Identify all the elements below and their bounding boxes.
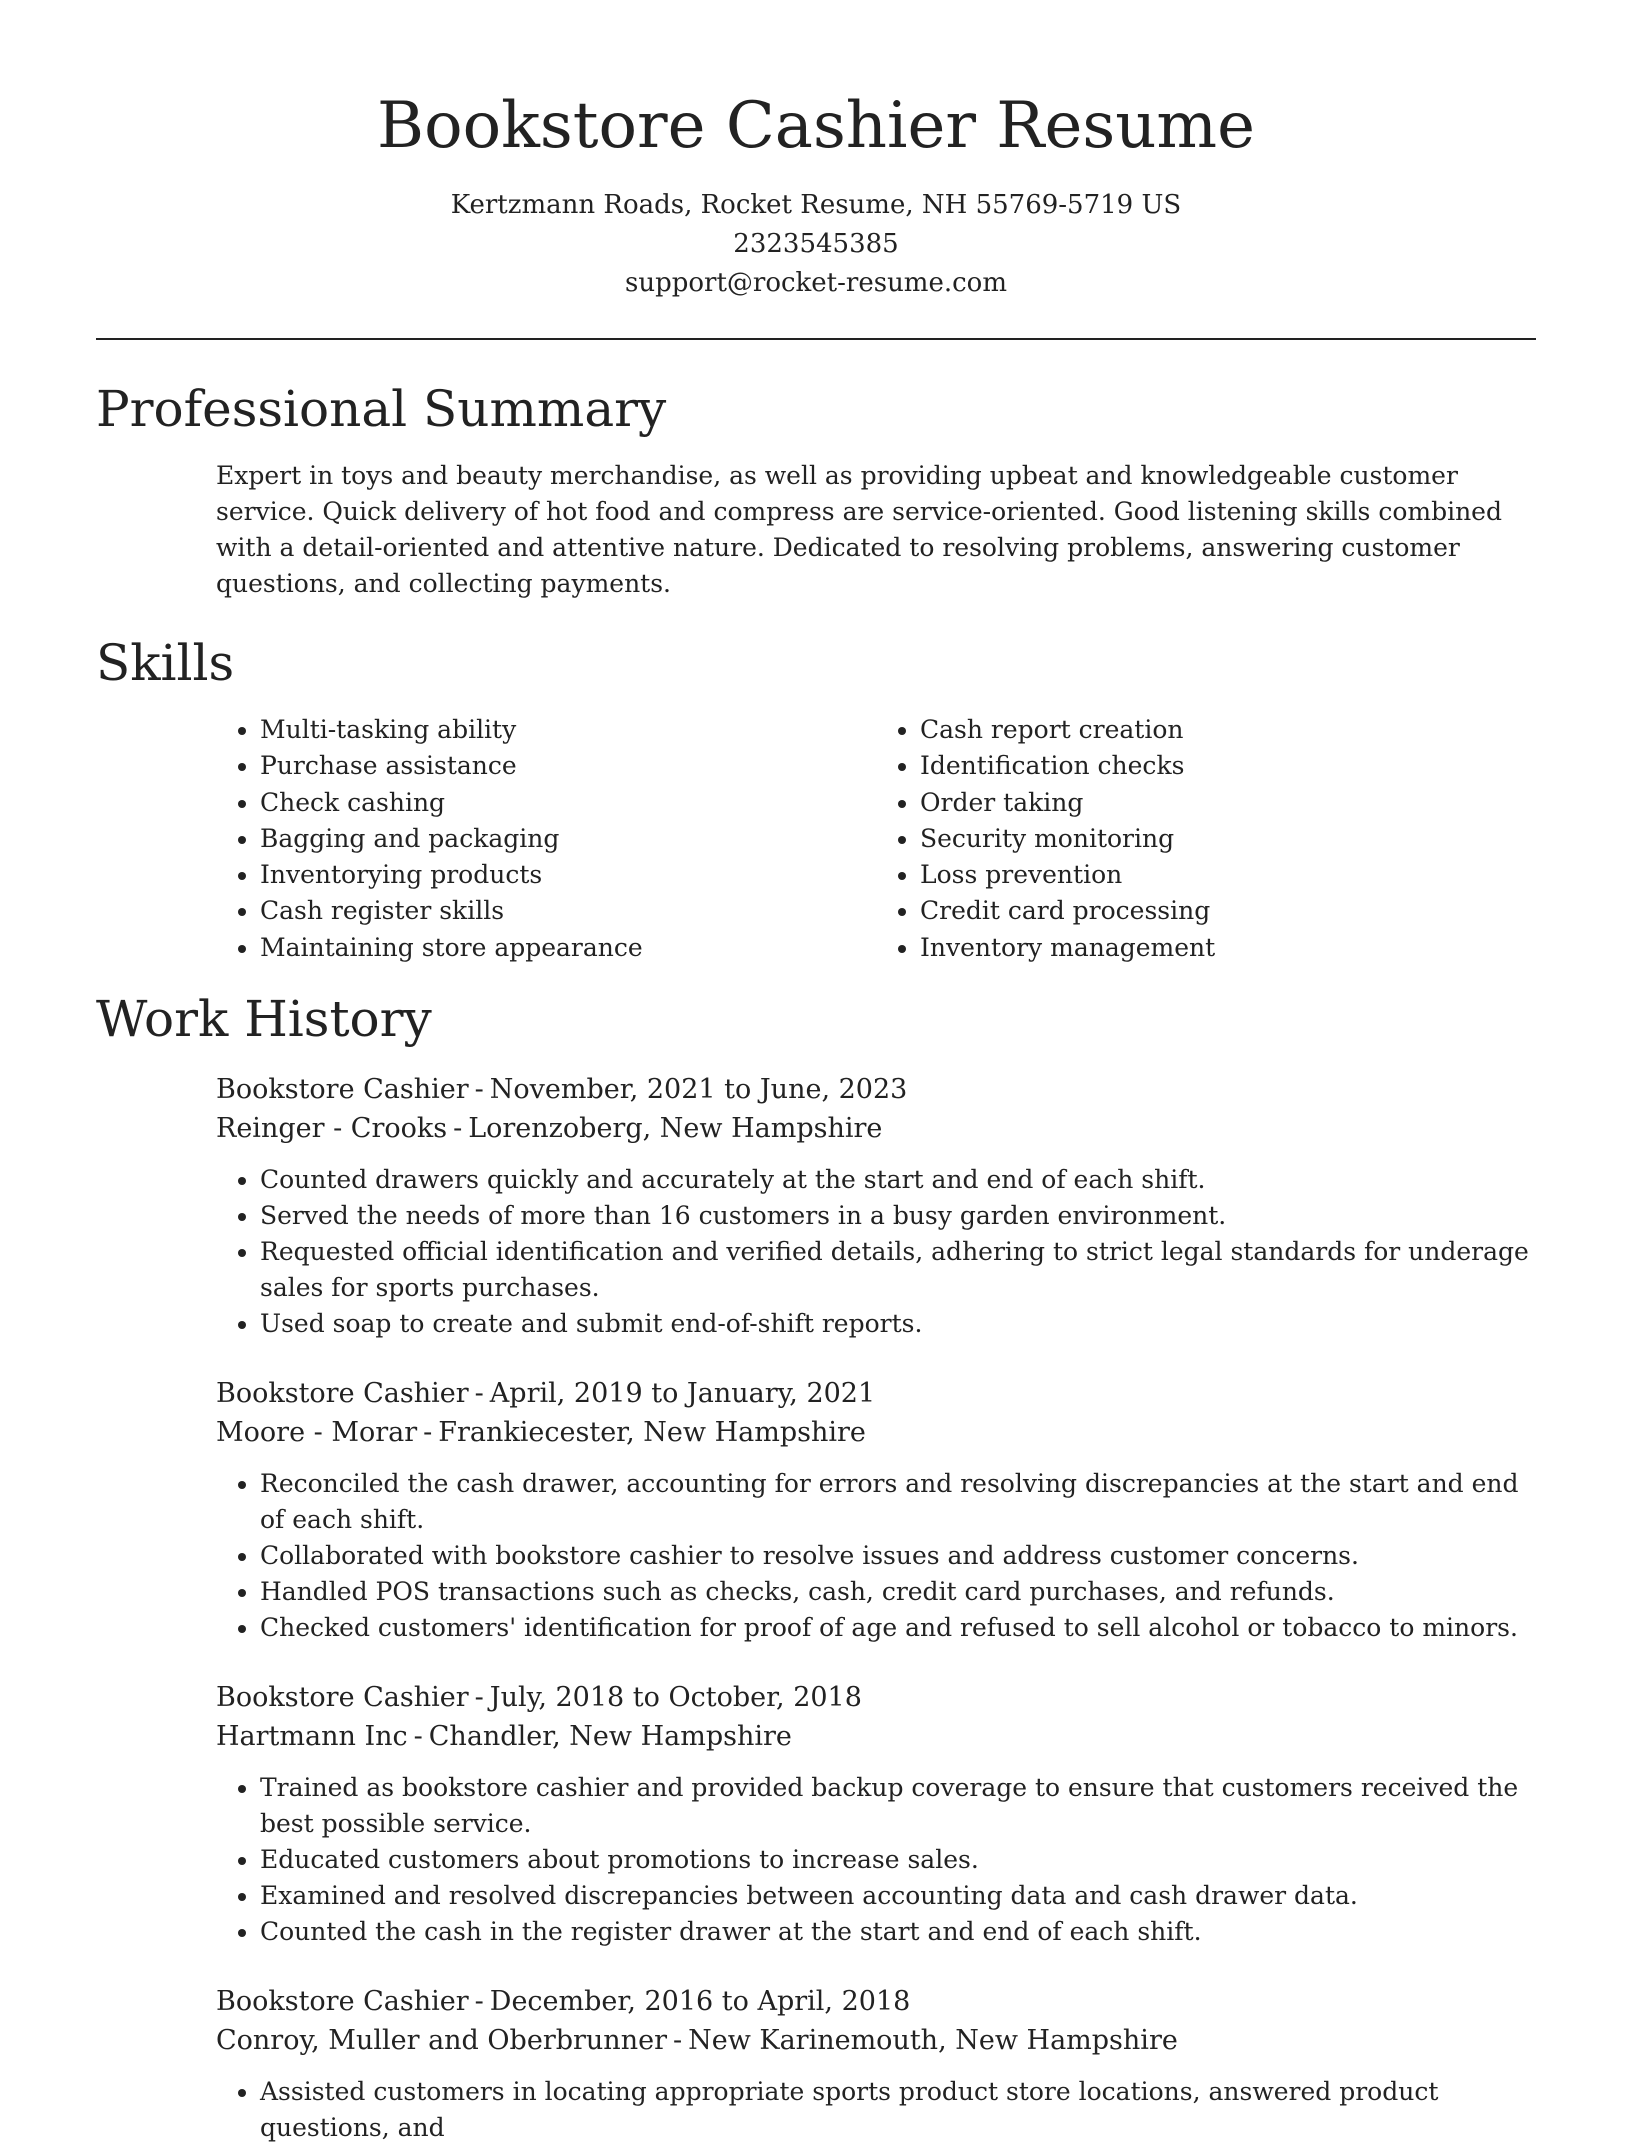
resume-page bbox=[96, 0, 1536, 2143]
job-location: Lorenzoberg, New Hampshire bbox=[468, 1113, 883, 1145]
skill-item: • Identification checks bbox=[920, 748, 1536, 784]
header-divider bbox=[96, 338, 1536, 340]
job-company-line bbox=[216, 1109, 1536, 1148]
skill-item: • Order taking bbox=[920, 785, 1536, 821]
skill-item: • Cash report creation bbox=[920, 712, 1536, 748]
job-title-line bbox=[216, 1070, 1536, 1109]
job-bullets bbox=[216, 1770, 1536, 1950]
separator: - bbox=[413, 1721, 423, 1753]
job-location: Chandler, New Hampshire bbox=[428, 1721, 792, 1753]
job-title-line bbox=[216, 1982, 1536, 2021]
skill-item: • Inventorying products bbox=[260, 857, 876, 893]
job-entry bbox=[216, 1374, 1536, 1646]
job-bullet: • Reconciled the cash drawer, accounting for errors and resolving discrepancies at the start and end of each shift. bbox=[260, 1466, 1536, 1538]
job-bullet: • Educated customers about promotions to increase sales. bbox=[260, 1842, 1536, 1878]
job-company-line bbox=[216, 1413, 1536, 1452]
resume-name: Bookstore Cashier Resume bbox=[377, 89, 1255, 163]
separator: - bbox=[672, 2025, 683, 2057]
job-entry bbox=[216, 1678, 1536, 1950]
contact-phone: 2323545385 bbox=[733, 229, 899, 259]
skills-column-right bbox=[876, 712, 1536, 966]
skill-item: • Credit card processing bbox=[920, 893, 1536, 929]
job-bullet: • Counted drawers quickly and accurately at the start and end of each shift. bbox=[260, 1162, 1536, 1198]
summary-text: Expert in toys and beauty merchandise, as well as providing upbeat and knowledgeable customer service. Quick delivery of hot food and compress are service-oriented. Good listening skills combined with a detail-oriented and attentive nature. Dedicated to resolving problems, answering customer questions, and collecting payments. bbox=[216, 461, 1502, 598]
job-bullet: • Collaborated with bookstore cashier to resolve issues and address customer concerns. bbox=[260, 1538, 1536, 1574]
job-title: Bookstore Cashier bbox=[216, 1682, 469, 1714]
skill-item: • Loss prevention bbox=[920, 857, 1536, 893]
separator: - bbox=[423, 1417, 433, 1449]
job-title: Bookstore Cashier bbox=[216, 1378, 469, 1410]
separator: - bbox=[453, 1113, 463, 1145]
job-company: Reinger - Crooks bbox=[216, 1113, 448, 1145]
job-bullet: • Served the needs of more than 16 customers in a busy garden environment. bbox=[260, 1198, 1536, 1234]
job-bullet: • Assisted customers in locating appropriate sports product store locations, answered product questions, and bbox=[260, 2074, 1536, 2146]
job-title: Bookstore Cashier bbox=[216, 1986, 469, 2018]
job-bullets bbox=[216, 1162, 1536, 1342]
skill-item: • Security monitoring bbox=[920, 821, 1536, 857]
job-bullet: • Checked customers' identification for proof of age and refused to sell alcohol or tobacco to minors. bbox=[260, 1610, 1536, 1646]
skill-item: • Multi-tasking ability bbox=[260, 712, 876, 748]
job-entry bbox=[216, 1982, 1536, 2146]
job-bullet: • Examined and resolved discrepancies between accounting data and cash drawer data. bbox=[260, 1878, 1536, 1914]
job-bullets bbox=[216, 1466, 1536, 1646]
job-title: Bookstore Cashier bbox=[216, 1074, 469, 1106]
contact-block bbox=[96, 186, 1536, 303]
job-company: Hartmann Inc bbox=[216, 1721, 408, 1753]
contact-email: support@rocket-resume.com bbox=[624, 268, 1007, 298]
job-dates: April, 2019 to January, 2021 bbox=[489, 1378, 876, 1410]
skills-column-left bbox=[216, 712, 876, 966]
job-bullet: • Handled POS transactions such as checks, cash, credit card purchases, and refunds. bbox=[260, 1574, 1536, 1610]
job-bullet: • Counted the cash in the register drawer at the start and end of each shift. bbox=[260, 1914, 1536, 1950]
job-entry bbox=[216, 1070, 1536, 1342]
skill-item: • Maintaining store appearance bbox=[260, 930, 876, 966]
job-company: Conroy, Muller and Oberbrunner bbox=[216, 2025, 667, 2057]
skill-item: • Check cashing bbox=[260, 785, 876, 821]
job-company-line bbox=[216, 2021, 1536, 2060]
job-bullet: • Trained as bookstore cashier and provided backup coverage to ensure that customers received the best possible service. bbox=[260, 1770, 1536, 1842]
separator: - bbox=[474, 1682, 484, 1714]
job-company-line bbox=[216, 1717, 1536, 1756]
separator: - bbox=[474, 1986, 484, 2018]
work-history-heading: Work History bbox=[96, 990, 432, 1049]
skill-item: • Inventory management bbox=[920, 930, 1536, 966]
contact-address: Kertzmann Roads, Rocket Resume, NH 55769-5719 US bbox=[450, 190, 1182, 220]
job-dates: July, 2018 to October, 2018 bbox=[489, 1682, 862, 1714]
job-location: Frankiecester, New Hampshire bbox=[438, 1417, 866, 1449]
job-title-line bbox=[216, 1374, 1536, 1413]
separator: - bbox=[474, 1074, 484, 1106]
skill-item: • Cash register skills bbox=[260, 893, 876, 929]
separator: - bbox=[474, 1378, 484, 1410]
job-bullet: • Requested official identification and verified details, adhering to strict legal standards for underage sales for sports purchases. bbox=[260, 1234, 1536, 1306]
job-dates: November, 2021 to June, 2023 bbox=[489, 1074, 908, 1106]
job-location: New Karinemouth, New Hampshire bbox=[688, 2025, 1178, 2057]
skill-item: • Bagging and packaging bbox=[260, 821, 876, 857]
job-company: Moore - Morar bbox=[216, 1417, 418, 1449]
job-dates: December, 2016 to April, 2018 bbox=[489, 1986, 911, 2018]
job-bullet: • Used soap to create and submit end-of-shift reports. bbox=[260, 1306, 1536, 1342]
skill-item: • Purchase assistance bbox=[260, 748, 876, 784]
summary-heading: Professional Summary bbox=[96, 380, 667, 438]
job-title-line bbox=[216, 1678, 1536, 1717]
job-bullets bbox=[216, 2074, 1536, 2146]
skills-heading: Skills bbox=[96, 634, 235, 692]
skills-list bbox=[216, 712, 1536, 966]
